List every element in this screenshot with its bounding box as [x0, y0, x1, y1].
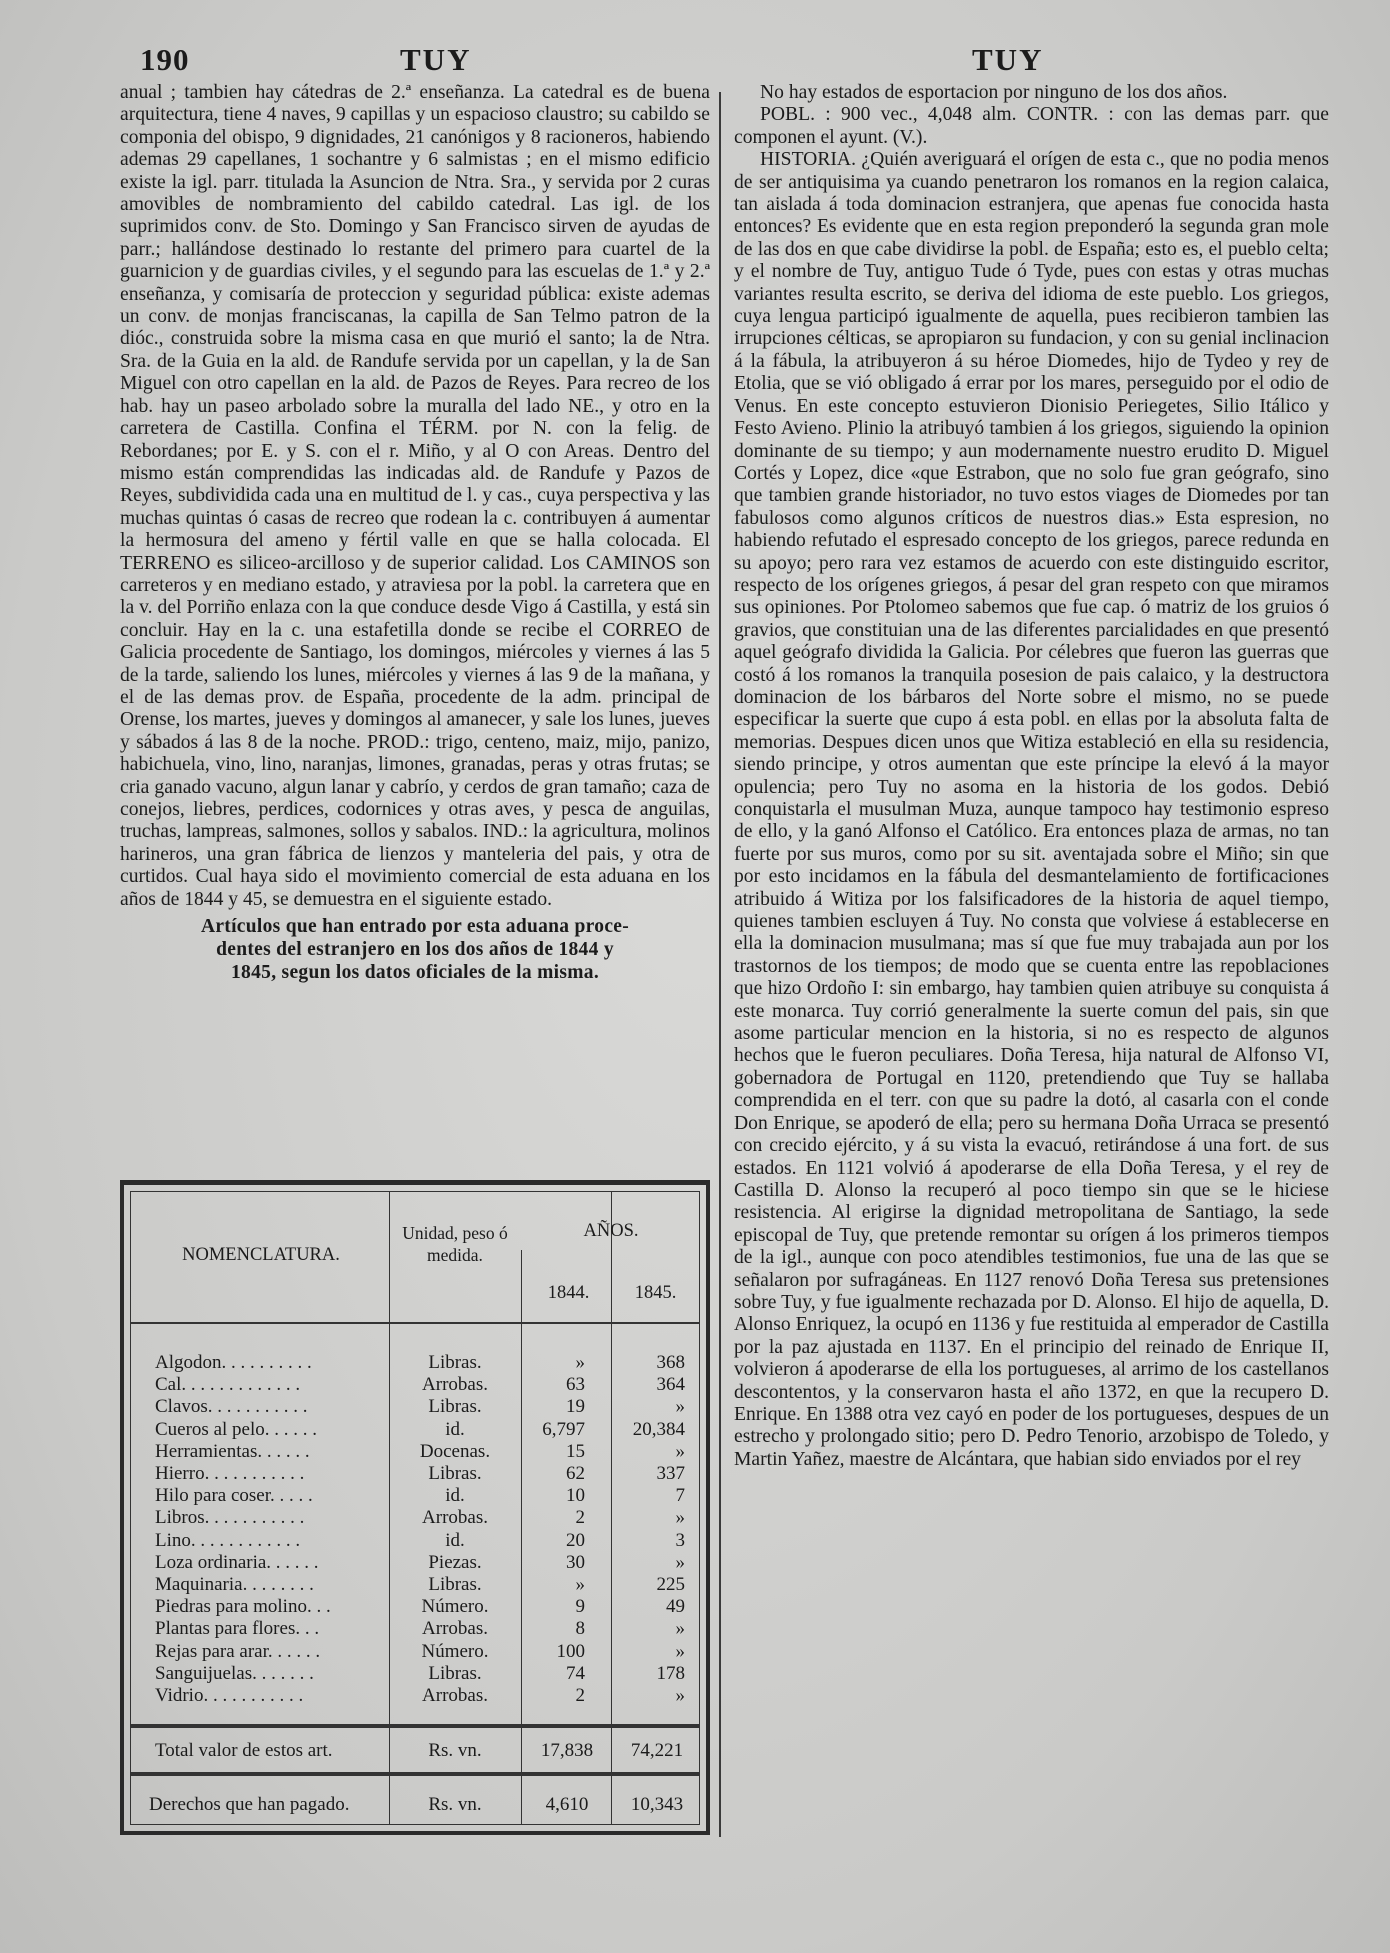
row-1844: » [575, 1574, 585, 1595]
row-item: Piedras para molino. . . [155, 1596, 331, 1618]
right-paragraph: HISTORIA. ¿Quién averiguará el orígen de esta c., que no podia menos de ser antiquisima ya cuando penetraron los romanos en la region calaica, tan aislada á toda dominacion estranjera, que apenas fue conocida hasta entonces? Es evidente que en esta region preponderó la segunda gran mole de las dos en que cabe dividirse la pobl. de España; esto es, el pueblo celta; y el nombre de Tuy, antiguo Tude ó Tyde, pues con estas y otras muchas variantes resulta escrito, se deriva del idioma de este pueblo. Los griegos, cuya lengua participó igualmente de aquella, pues recibieron tambien las irrupciones célticas, se apropiaron su fundacion, y con su genial inclinacion á la fábula, la atribuyeron á su héroe Diomedes, hijo de Tydeo y rey de Etolia, que se vió obligado á errar por los mares, perseguido por el odio de Venus. En este concepto estuvieron Dionisio Periegetes, Silio Itálico y Festo Avieno. Plinio la atribuyó tambien á los griegos, siguiendo la opinion dominante de su tiempo; y aun modernamente nuestro erudito D. Miguel Cortés y Lopez, dice «que Estrabon, que no solo fue gran geógrafo, sino que tambien grande historiador, no tuvo estos viages de Diomedes por tan fabulosos como algunos críticos de nuestros dias.» Esta espresion, no habiendo refutado el espresado concepto de los griegos, parece redunda en su apoyo; pero rara vez estamos de acuerdo con este distinguido escritor, respecto de los orígenes griegos, á pesar del gran respeto con que miramos sus opiniones. Por Ptolomeo sabemos que fue cap. ó matriz de los gruios ó gravios, que constituian una de las diferentes parcialidades en que presentó aquel geógrafo dividida la Galicia. Por célebres que fueron las guerras que costó á los romanos la tranquila posesion de pais calaico, y la destructora dominacion de los bárbaros del Norte sobre el mismo, no se puede especificar la suerte que cupo á esta pobl. en ellas por la absoluta falta de memorias. Despues dicen unos que Witiza estableció en ella su residencia, siendo principe, y otros aumentan que este príncipe la elevó á la mayor opulencia; pero Tuy no asoma en la historia de los godos. Debió conquistarla el musulman Muza, aunque tampoco hay testimonio espreso de ello, y la ganó Alfonso el Católico. Era entonces plaza de armas, no tan fuerte por sus muros, como por su sit. aventajada sobre el Miño; sin que por esto incidamos en la fábula del desmantelamiento de fortificaciones atribuido á Witiza por los falsificadores de la historia de aquel tiempo, quienes tambien escluyen á Tuy. No consta que volviese á establecerse en ella la dominacion musulmana; mas sí que fue muy trabajada aun por los trastornos de los tiempos; de modo que se cuenta entre las repoblaciones que hizo Ordoño I: sin embargo, hay tambien quien atribuye su conquista á este monarca. Tuy corrió generalmente la suerte comun del pais, sin que asome particular mencion en la historia, si no es respecto de algunos hechos que le fueron peculiares. Doña Teresa, hija natural de Alfonso VI, gobernadora de Portugal en 1120, pretendiendo que Tuy se hallaba comprendida en el terr. con que su padre la dotó, al casarla con el conde Don Enrique, se apoderó de ella; pero su hermana Doña Urraca se presentó con crecido ejército, y á su vista la evacuó, retirándose á una fort. de sus estados. En 1121 volvió á apoderarse de ella Doña Teresa, y el rey de Castilla D. Alonso la recuperó al poco tiempo sin que se le hiciese resistencia. Al erigirse la dignidad metropolitana de Santiago, la sede episcopal de Tuy, que pretende remontar su orígen á los primeros tiempos de la igl., aunque con poco atendibles testimonios, fue una de las que se señalaron por sufragáneas. En 1127 renovó Doña Teresa sus pretensiones sobre Tuy, y fue igualmente rechazada por D. Alonso. El hijo de aquella, D. Alonso Enriquez, la ocupó en 1136 y fue restituida al emperador de Castilla por la paz ajustada en 1137. En el principio del reinado de Enrique II, volvieron á apoderarse de ella los portugueses, al arrimo de los castellanos descontentos, y la conservaron hasta el año 1372, en que la recupero D. Enrique. En 1388 otra vez cayó en poder de los portugueses, despues de un estrecho y prolongado sitio; pero D. Pedro Tenorio, arzobispo de Toledo, y Martin Yañez, maestre de Alcántara, que habian sido enviados por el rey [734, 149, 1329, 1470]
row-1845: » [675, 1396, 685, 1418]
row-unit: Número. [421, 1640, 489, 1662]
row-item: Maquinaria. . . . . . . . [155, 1574, 314, 1595]
row-item: Lino. . . . . . . . . . . . [155, 1529, 301, 1551]
row-item: Sanguijuelas. . . . . . . [155, 1662, 314, 1684]
row-1845: 368 [656, 1352, 685, 1373]
row-1844: 30 [566, 1551, 585, 1573]
right-column [734, 82, 1329, 1471]
total-1845: 74,221 [630, 1740, 684, 1761]
row-1844: 74 [566, 1662, 585, 1684]
row-1845: 7 [675, 1485, 685, 1507]
header-1844: 1844. [547, 1283, 590, 1303]
row-item: Clavos. . . . . . . . . . . [155, 1396, 308, 1418]
row-item: Hilo para coser. . . . . [155, 1485, 313, 1507]
row-1845: 20,384 [632, 1418, 685, 1440]
header-anos: AÑOS. [583, 1221, 639, 1241]
running-title-right: TUY [972, 42, 1044, 77]
table-title [120, 915, 710, 984]
row-1845: 225 [656, 1574, 685, 1595]
derechos-1845: 10,343 [630, 1794, 684, 1815]
row-item: Plantas para flores. . . [155, 1618, 320, 1640]
row-unit: Arrobas. [422, 1374, 488, 1396]
running-title-left: TUY [400, 42, 472, 77]
header-nomenclatura: NOMENCLATURA. [182, 1245, 340, 1265]
table-title-line: Artículos que han entrado por esta aduana proce- [200, 916, 630, 938]
right-paragraph: No hay estados de esportacion por ninguno de los dos años. [760, 82, 1228, 103]
row-item: Cueros al pelo. . . . . . [155, 1418, 318, 1440]
table-title-line: dentes del estranjero en los dos años de 1844 y [216, 939, 614, 961]
row-1844: 100 [556, 1640, 585, 1662]
row-1844: 63 [566, 1374, 585, 1396]
row-unit: Libras. [428, 1396, 482, 1418]
row-unit: Número. [421, 1596, 489, 1618]
row-item: Vidrio. . . . . . . . . . . [155, 1685, 304, 1706]
row-1845: 364 [656, 1374, 685, 1396]
row-1844: 8 [575, 1618, 585, 1640]
row-1845: » [675, 1685, 685, 1706]
derechos-1844: 4,610 [545, 1794, 589, 1815]
row-1845: 49 [666, 1596, 685, 1618]
column-divider [719, 92, 721, 1837]
row-unit: Arrobas. [422, 1507, 488, 1529]
row-1844: 19 [566, 1396, 585, 1418]
table-title-line: 1845, segun los datos oficiales de la misma. [231, 962, 599, 984]
row-unit: Libras. [428, 1352, 482, 1373]
row-1845: » [675, 1440, 685, 1462]
total-label: Total valor de estos art. [155, 1740, 333, 1761]
header-1845: 1845. [634, 1283, 677, 1303]
row-unit: Libras. [428, 1574, 482, 1595]
row-unit: id. [445, 1529, 465, 1551]
row-item: Libros. . . . . . . . . . . [155, 1507, 305, 1529]
row-item: Herramientas. . . . . . [155, 1440, 310, 1462]
header-unidad: Unidad, peso ó medida. [402, 1223, 508, 1265]
row-1844: 62 [566, 1463, 585, 1484]
row-1844: 2 [575, 1507, 585, 1529]
row-1845: » [675, 1640, 685, 1662]
left-paragraph: anual ; tambien hay cátedras de 2.ª enseñanza. La catedral es de buena arquitectura, tiene 4 naves, 9 capillas y un espacioso claustro; su cabildo se componia del obispo, 9 dignidades, 21 canónigos y 8 racioneros, habiendo ademas 29 capellanes, 1 sochantre y 6 salmistas ; en el mismo edificio existe la igl. parr. titulada la Asuncion de Ntra. Sra., y servida por 2 curas amovibles de nombramiento del cabildo catedral. Las igl. de los suprimidos conv. de Sto. Domingo y San Francisco sirven de ayudas de parr.; hallándose destinado lo restante del primero para cuartel de la guarnicion y de guardias civiles, y el segundo para las escuelas de 1.ª y 2.ª enseñanza, y comisaría de proteccion y seguridad pública: existe ademas un conv. de monjas franciscanas, la capilla de San Telmo patron de la dióc., construida sobre la misma casa en que murió el santo; la de Ntra. Sra. de la Guia en la ald. de Randufe servida por un capellan, y la de San Miguel con otro capellan en la ald. de Pazos de Reyes. Para recreo de los hab. hay un paseo arbolado sobre la muralla del lado NE., y otro en la carretera de Castilla. Confina el TÉRM. por N. con la felig. de Rebordanes; por E. y S. con el r. Miño, y al O con Areas. Dentro del mismo están comprendidas las indicadas ald. de Randufe y Pazos de Reyes, subdividida cada una en multitud de l. y cas., cuya perspectiva y las muchas quintas ó casas de recreo que rodean la c. contribuyen á aumentar la hermosura del ameno y fértil valle en que se halla colocada. El TERRENO es siliceo-arcilloso y de superior calidad. Los CAMINOS son carreteros y en mediano estado, y atraviesa por la pobl. la carretera que en la v. del Porriño enlaza con la que conduce desde Vigo á Castilla, y está sin concluir. Hay en la c. una estafetilla donde se recibe el CORREO de Galicia procedente de Santiago, los domingos, miércoles y viernes á las 5 de la tarde, saliendo los lunes, miércoles y viernes á las 9 de la mañana, y el de las demas prov. de España, procedente de la adm. principal de Orense, los martes, jueves y domingos al amanecer, y sale los lunes, jueves y sábados á las 8 de la noche. PROD.: trigo, centeno, maiz, mijo, panizo, habichuela, vino, lino, naranjas, limones, granadas, peras y otras frutas; se cria ganado vacuno, algun lanar y cabrío, y cerdos de gran tamaño; caza de conejos, liebres, perdices, codornices y otras aves, y pesca de anguilas, truchas, lampreas, salmones, sollos y sabalos. IND.: la agricultura, molinos harineros, una gran fábrica de lienzos y manteleria del pais, y otra de curtidos. Cual haya sido el movimiento comercial de esta aduana en los años de 1844 y 45, se demuestra en el siguiente estado. [120, 82, 710, 910]
row-1844: 20 [566, 1529, 585, 1551]
row-1845: 3 [675, 1529, 685, 1551]
row-unit: Piezas. [428, 1551, 482, 1573]
row-1845: 337 [656, 1463, 685, 1484]
row-1844: 15 [566, 1440, 585, 1462]
page-number: 190 [140, 42, 190, 77]
row-item: Hierro. . . . . . . . . . . [155, 1463, 305, 1484]
row-unit: Docenas. [419, 1440, 491, 1462]
total-unit: Rs. vn. [428, 1740, 482, 1761]
row-unit: Libras. [428, 1463, 482, 1484]
row-1845: » [675, 1618, 685, 1640]
right-paragraph: POBL. : 900 vec., 4,048 alm. CONTR. : con las demas parr. que componen el ayunt. (V.). [734, 104, 1329, 148]
row-unit: id. [445, 1485, 465, 1507]
left-column [120, 82, 710, 984]
row-1844: 6,797 [542, 1418, 585, 1440]
row-item: Loza ordinaria. . . . . . [155, 1551, 319, 1573]
row-1844: 2 [575, 1685, 585, 1706]
row-unit: Arrobas. [422, 1618, 488, 1640]
row-1844: 9 [575, 1596, 585, 1618]
row-unit: Arrobas. [422, 1685, 488, 1706]
row-unit: id. [445, 1418, 465, 1440]
row-1844: » [575, 1352, 585, 1373]
page-header [0, 38, 1390, 82]
row-1845: » [675, 1507, 685, 1529]
derechos-unit: Rs. vn. [428, 1794, 482, 1815]
total-1844: 17,838 [540, 1740, 594, 1761]
row-unit: Libras. [428, 1662, 482, 1684]
row-1844: 10 [566, 1485, 585, 1507]
row-item: Cal. . . . . . . . . . . . . [155, 1374, 301, 1396]
derechos-label: Derechos que han pagado. [149, 1794, 350, 1815]
row-1845: 178 [656, 1662, 685, 1684]
row-1845: » [675, 1551, 685, 1573]
row-item: Rejas para arar. . . . . . [155, 1640, 321, 1662]
import-table [120, 1180, 710, 1835]
row-item: Algodon. . . . . . . . . . [155, 1352, 312, 1373]
